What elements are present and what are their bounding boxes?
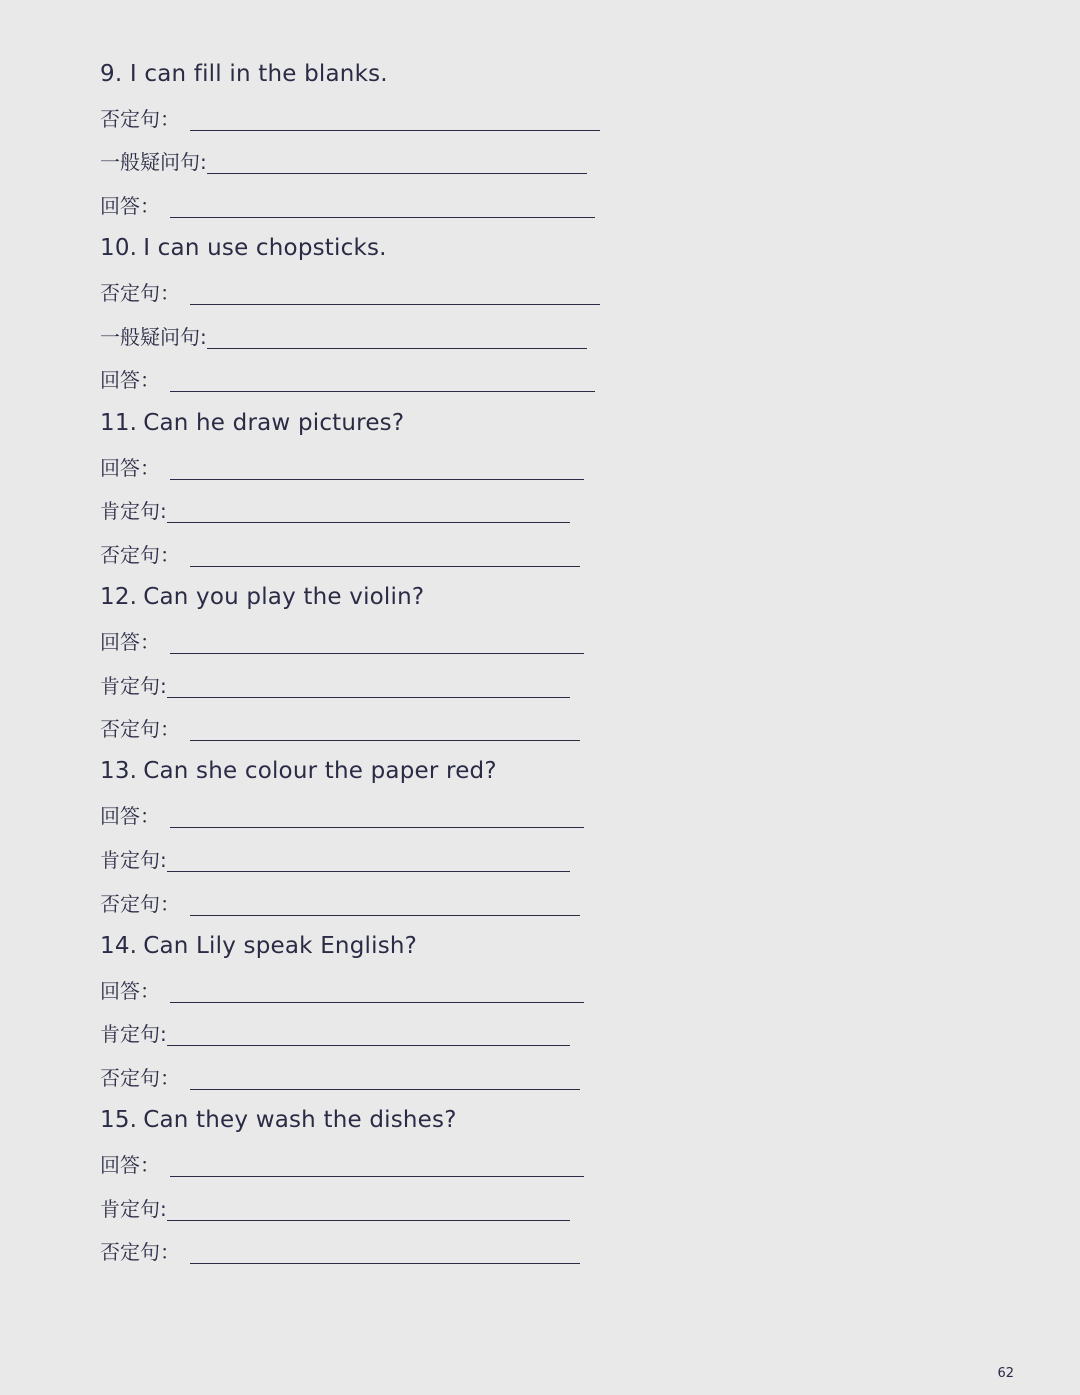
answer-blank[interactable]	[167, 677, 570, 698]
prompt-label: 回答：	[100, 978, 160, 1003]
answer-blank[interactable]	[207, 328, 587, 349]
question-text: Can Lily speak English?	[143, 932, 418, 959]
prompt-label: 否定句：	[100, 542, 180, 567]
answer-blank[interactable]	[190, 110, 600, 131]
answer-blank[interactable]	[190, 1069, 580, 1090]
question-number: 15.	[100, 1107, 138, 1134]
answer-line	[100, 1142, 660, 1186]
answer-blank[interactable]	[167, 1200, 570, 1221]
prompt-label: 一般疑问句:	[100, 324, 207, 349]
answer-line	[100, 837, 660, 881]
question-heading	[100, 575, 660, 619]
answer-blank[interactable]	[170, 371, 595, 392]
answer-line	[100, 619, 660, 663]
answer-line	[100, 139, 660, 183]
prompt-label: 否定句：	[100, 281, 180, 306]
question-heading	[100, 924, 660, 968]
answer-blank[interactable]	[190, 546, 580, 567]
exercise-list	[100, 52, 660, 1273]
prompt-label: 肯定句:	[100, 499, 167, 524]
answer-line	[100, 1185, 660, 1229]
question-text: Can they wash the dishes?	[143, 1107, 457, 1134]
answer-line	[100, 706, 660, 750]
answer-blank[interactable]	[167, 502, 570, 523]
prompt-label: 否定句：	[100, 106, 180, 131]
question-heading	[100, 750, 660, 794]
answer-blank[interactable]	[167, 851, 570, 872]
question-number: 9.	[100, 60, 123, 87]
prompt-label: 否定句：	[100, 1065, 180, 1090]
page-number: 62	[997, 1366, 1014, 1381]
question-text: I can use chopsticks.	[143, 235, 387, 262]
answer-blank[interactable]	[190, 284, 600, 305]
question-number: 14.	[100, 932, 138, 959]
prompt-label: 否定句：	[100, 891, 180, 916]
prompt-label: 回答：	[100, 630, 160, 655]
prompt-label: 一般疑问句:	[100, 150, 207, 175]
answer-blank[interactable]	[170, 1156, 584, 1177]
answer-blank[interactable]	[170, 982, 584, 1003]
answer-line	[100, 1229, 660, 1273]
answer-blank[interactable]	[170, 807, 584, 828]
answer-blank[interactable]	[190, 1243, 580, 1264]
question-number: 12.	[100, 583, 138, 610]
question-text: Can she colour the paper red?	[143, 758, 497, 785]
answer-blank[interactable]	[207, 153, 587, 174]
question-heading	[100, 52, 660, 96]
answer-line	[100, 488, 660, 532]
prompt-label: 肯定句:	[100, 1022, 167, 1047]
question-number: 11.	[100, 409, 138, 436]
prompt-label: 否定句：	[100, 1240, 180, 1265]
answer-blank[interactable]	[170, 633, 584, 654]
answer-blank[interactable]	[170, 459, 584, 480]
question-heading	[100, 401, 660, 445]
answer-line	[100, 662, 660, 706]
question-text: I can fill in the blanks.	[129, 60, 388, 87]
prompt-label: 回答：	[100, 194, 160, 219]
answer-blank[interactable]	[190, 895, 580, 916]
question-text: Can you play the violin?	[143, 583, 425, 610]
answer-line	[100, 532, 660, 576]
answer-line	[100, 183, 660, 227]
prompt-label: 肯定句:	[100, 1196, 167, 1221]
question-number: 13.	[100, 758, 138, 785]
answer-line	[100, 444, 660, 488]
answer-line	[100, 1055, 660, 1099]
answer-line	[100, 967, 660, 1011]
answer-line	[100, 1011, 660, 1055]
prompt-label: 回答：	[100, 368, 160, 393]
prompt-label: 回答：	[100, 1153, 160, 1178]
prompt-label: 回答：	[100, 804, 160, 829]
question-text: Can he draw pictures?	[143, 409, 405, 436]
question-number: 10.	[100, 235, 138, 262]
prompt-label: 肯定句:	[100, 847, 167, 872]
question-heading	[100, 1098, 660, 1142]
answer-line	[100, 96, 660, 140]
question-heading	[100, 226, 660, 270]
prompt-label: 否定句：	[100, 717, 180, 742]
answer-blank[interactable]	[190, 720, 580, 741]
answer-line	[100, 314, 660, 358]
answer-blank[interactable]	[170, 197, 595, 218]
answer-blank[interactable]	[167, 1025, 570, 1046]
answer-line	[100, 880, 660, 924]
answer-line	[100, 793, 660, 837]
prompt-label: 回答：	[100, 455, 160, 480]
answer-line	[100, 270, 660, 314]
prompt-label: 肯定句:	[100, 673, 167, 698]
answer-line	[100, 357, 660, 401]
